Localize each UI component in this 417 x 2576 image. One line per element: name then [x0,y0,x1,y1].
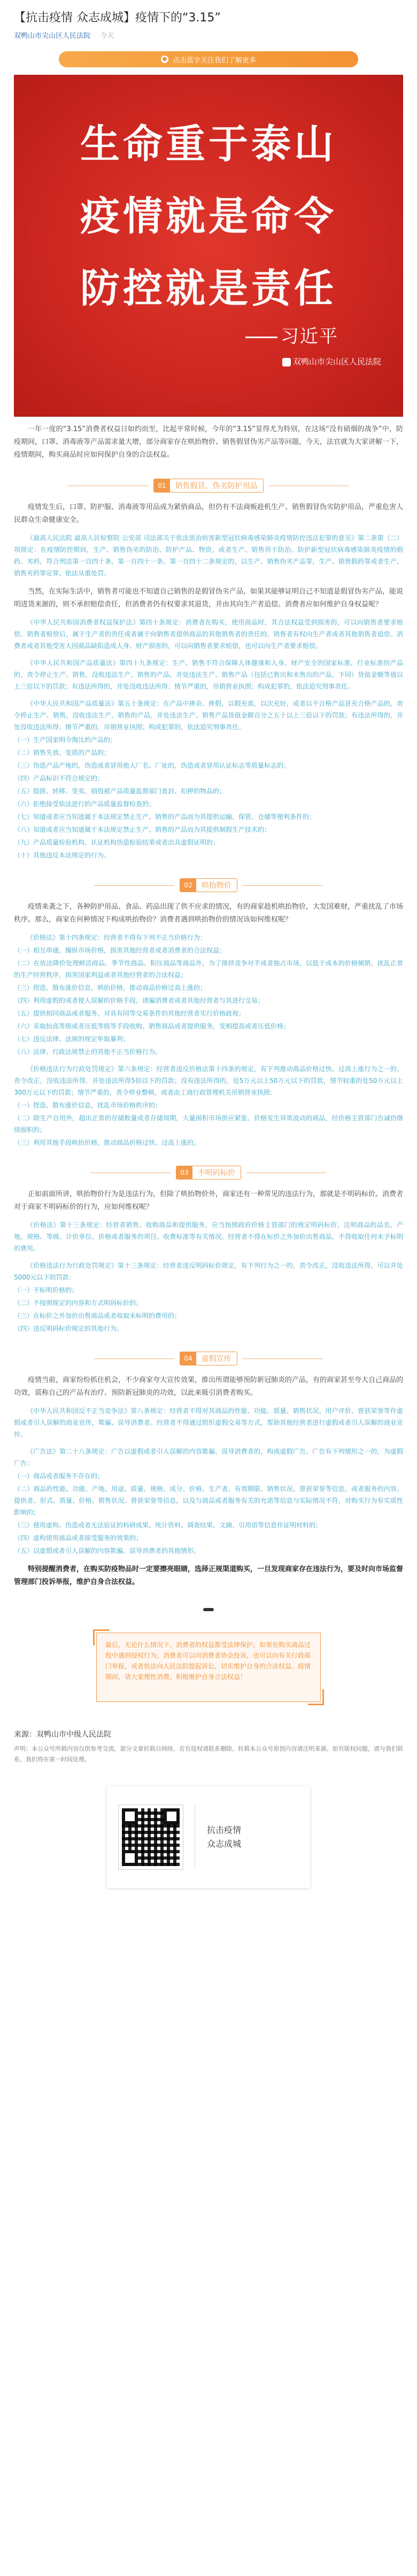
qr-label-1: 抗击疫情 [207,1825,242,1835]
section-label: 哄抬物价 [201,881,231,890]
law-item: （三）伪造产品产地的，伪造或者冒用他人厂名、厂址的，伪造或者冒用认证标志等质量标志的； [14,762,290,769]
end-divider [203,1608,214,1611]
hero-line-3: 防控就是责任 [80,266,337,311]
law-item: （四）虚构使用商品或者接受服务的效果的； [14,1534,143,1542]
section-badge [176,1166,241,1180]
law-quote: 《中华人民共和国反不正当竞争法》第八条规定：经营者不得对其商品的性能、功能、质量、销售状况、用户评价、曾获荣誉等作虚假或者引人误解的商业宣传，欺骗、误导消费者。经营者不得通过组织虚假交易等方式，帮助其他经营者进行虚假或者引人误解的商业宣传。 [14,1407,403,1438]
body-paragraph: 疫情当前，商家纷纷抓住机会，不少商家夸大宣传效果，推出所谓能够预防新冠肺炎的产品，有的商家甚至夸大自己商品的功效，谎称自己的产品有治疗、预防新冠肺炎的功效，以此来吸引消费者购买。 [14,1376,404,1397]
tip-text: 最后，无论什么情况下，消费者的权益都受法律保护。如果在购买商品过程中遇到侵权行为，消费者可以向消费者协会投诉，也可以向有关行政部门举报，或者依法向人民法院提起诉讼，切实维护自身的合法权益。疫情期间，请大家理性消费，积极维护自身合法权益！ [96,1633,321,1702]
section-badge [153,479,263,493]
intro-paragraph: 一年一度的“3.15”消费者权益日如约而至，比起平常时候，今年的“3.15”显得尤为特别，在这场“没有硝烟的战争”中，防疫期间，口罩、消毒液等产品需求量大增，部分商家存在哄抬物价、销售假冒伪劣产品等问题，今天，法官就为大家讲解一下，疫情期间，购买商品时应如何保护自身的合法权益。 [14,425,404,459]
account-link[interactable]: 双鸭山市尖山区人民法院 [14,32,91,40]
law-item: （一）捏造、散布涨价信息，扰乱市场价格秩序的； [14,1102,162,1109]
law-item: （五）提供相同商品或者服务，对具有同等交易条件的其他经营者实行价格歧视； [14,1010,245,1017]
hero-watermark: 双鸭山市尖山区人民法院 [282,356,381,367]
sections-container [14,477,403,1589]
law-item: （五）以虚假或者引人误解的内容欺骗、误导消费者的其他情形。 [14,1547,200,1555]
law-item: （二）除生产自用外，超出正常的存储数量或者存储周期，大量囤积市场供应紧张、价格发生异常波动的商品，经价格主管部门告诫仍继续囤积的； [14,1114,403,1134]
law-item: （八）法律、行政法规禁止的其他不正当价格行为。 [14,1048,162,1056]
wechat-logo-icon [282,358,291,366]
body-paragraph: 疫情来袭之下，各种防护用品、食品、药品出现了供不应求的情况，有的商家趁机哄抬物价，大发国难财，严重扰乱了市场秩序。那么，商家在何种情况下构成哄抬物价？消费者遇到哄抬物价的情况该如何维权呢？ [14,903,404,924]
heading-rule [243,885,323,886]
body-paragraph: 疫情发生后，口罩、防护服、消毒液等用品成为紧俏商品，但仍有不法商贩趁机生产、销售假冒伪劣防护用品，严重危害人民群众生命健康安全。 [14,503,404,524]
article-meta [14,30,403,42]
law-item: （六）采取抬高等级或者压低等级等手段收购、销售商品或者提供服务，变相提高或者压低价格； [14,1022,290,1030]
law-item: （一）商品或者服务不存在的； [14,1472,104,1480]
law-item: （四）利用虚假的或者使人误解的价格手段，诱骗消费者或者其他经营者与其进行交易； [14,997,265,1004]
publish-date: 今天 [100,32,114,40]
law-quote: 《中华人民共和国消费者权益保护法》第四十条规定：消费者在购买、使用商品时，其合法权益受到损害的，可以向销售者要求赔偿。销售者赔偿后，属于生产者的责任或者属于向销售者提供商品的其他销售者的责任的，销售者有权向生产者或者其他销售者追偿。消费者或者其他受害人因商品缺陷造成人身、财产损害的，可以向销售者要求赔偿，也可以向生产者要求赔偿。 [14,619,403,650]
section-heading [14,477,403,495]
law-quote: 《价格违法行为行政处罚规定》第十三条规定：经营者违反明码标价规定，有下列行为之一的，责令改正，没收违法所得，可以并处5000元以下的罚款： [14,1262,403,1281]
law-quote: 《价格法》第十四条规定：经营者不得有下列不正当价格行为： [27,934,207,941]
hero-line-1: 生命重于泰山 [80,121,337,167]
law-item: （二）销售失效、变质的产品的； [14,749,111,756]
law-item: （二）不按照规定的内容和方式明码标价的； [14,1299,143,1307]
law-quote: 《中华人民共和国产品质量法》第四十九条规定：生产、销售不符合保障人体健康和人身、财产安全的国家标准、行业标准的产品的，责令停止生产、销售，没收违法生产、销售的产品，并处违法生产、销售产品（包括已售出和未售出的产品，下同）货值金额等值以上三倍以下的罚款；有违法所得的，并处没收违法所得；情节严重的，吊销营业执照；构成犯罪的，依法追究刑事责任。 [14,659,403,690]
follow-banner[interactable] [59,51,358,67]
law-item: （三）使用虚构、伪造或者无法验证的科研成果、统计资料、调查结果、文摘、引用语等信息作证明材料的； [14,1521,322,1529]
law-item: （八）知道或者应当知道属于本法规定禁止生产、销售的产品而为其提供制假生产技术的； [14,826,271,833]
law-item: （三）在标价之外加价出售商品或者收取未标明的费用的； [14,1312,181,1320]
law-item: （一）不标明价格的； [14,1286,79,1294]
section-label: 不明码标价 [197,1169,235,1177]
law-quote: 《广告法》第二十八条规定：广告以虚假或者引人误解的内容欺骗、误导消费者的，构成虚假广告。广告有下列情形之一的，为虚假广告： [14,1448,403,1467]
section-heading [14,876,403,894]
law-item: （一）相互串通，操纵市场价格，损害其他经营者或者消费者的合法权益； [14,947,226,954]
law-quote: 《价格法》第十三条规定：经营者销售、收购商品和提供服务，应当按照政府价格主管部门的规定明码标价，注明商品的品名、产地、规格、等级、计价单位、价格或者服务的项目、收费标准等有关情况。经营者不得在标价之外加价出售商品，不得收取任何未予标明的费用。 [14,1221,403,1252]
disclaimer: 声明：本公众号所载内容仅供参考交流，部分文章转载自网络，若有侵权请联系删除。转载本公众号原创内容请注明来源。如有版权问题，请与我们联系，我们将在第一时间处理。 [14,1745,403,1763]
law-item: （四）违反明码标价规定的其他行为。 [14,1325,123,1332]
law-quote: 《最高人民法院 最高人民检察院 公安部 司法部关于依法惩治妨害新型冠状病毒感染肺炎疫情防控违法犯罪的意见》第二条第（二）项规定：在疫情防控期间，生产、销售伪劣的防治、防护产品、物资，或者生产、销售用于防治、防护新型冠状病毒感染肺炎疫情的假药、劣药，符合刑法第一百四十条、第一百四十一条、第一百四十二条规定的，以生产、销售伪劣产品罪，生产、销售假药罪或者生产、销售劣药罪定罪，依法从重处罚。 [14,534,403,577]
section-heading [14,1164,403,1182]
follow-label: 点击蓝字关注我们了解更多 [172,56,256,65]
law-item: （七）知道或者应当知道属于本法规定禁止生产、销售的产品而为其提供运输、保管、仓储等便利条件的； [14,813,316,821]
law-item: （五）隐匿、转移、变卖、损毁被产品质量监督部门查封、扣押的物品的； [14,787,226,795]
section-label: 销售假冒、伪劣防护用品 [175,482,258,490]
law-item: （一）生产国家明令淘汰的产品的； [14,736,117,744]
hero-line-2: 疫情就是命令 [80,193,337,239]
law-item: （七）违反法律、法规的规定牟取暴利； [14,1035,130,1043]
heading-rule [94,885,174,886]
law-item: （四）产品标识不符合规定的； [14,775,104,782]
law-item: （二）商品的性能、功能、产地、用途、质量、规格、成分、价格、生产者、有效期限、销售状况、曾获荣誉等信息，或者服务的内容、提供者、形式、质量、价格、销售状况、曾获荣誉等信息，以及与商品或者服务有关的允诺等信息与实际情况不符，对购买行为有实质性影响的； [14,1485,403,1516]
law-item: （二）在依法降价处理鲜活商品、季节性商品、积压商品等商品外，为了排挤竞争对手或者独占市场，以低于成本的价格倾销，扰乱正常的生产经营秩序，损害国家利益或者其他经营者的合法权益； [14,959,403,979]
law-item: （十）其他违反本法规定的行为。 [14,852,111,859]
qr-card [107,1786,310,1888]
section-number: 04 [180,1352,196,1365]
reminder-paragraph: 特别提醒消费者，在购买防疫物品时一定要擦亮眼睛，选择正规渠道购买，一旦发现商家存在违法行为，要及时向市场监督管理部门投诉举报，维护自身合法权益。 [14,1565,404,1586]
law-item: （六）拒绝接受依法进行的产品质量监督检查的； [14,800,156,808]
law-item: （三）捏造、散布涨价信息，哄抬价格，推动商品价格过高上涨的； [14,984,207,992]
corner-decoration-icon [93,1629,109,1645]
section-badge [180,878,237,892]
source-line: 来源：双鸭山市中级人民法院 [14,1730,111,1739]
law-item: （三）利用其他手段哄抬价格，推动商品价格过快、过高上涨的。 [14,1139,200,1146]
section-number: 01 [154,479,169,493]
section-label: 虚假宣传 [201,1355,231,1363]
body-paragraph: 当然，在实际生活中，销售者可能也不知道自己销售的是假冒伪劣产品，如果其能够证明自己不知道是假冒伪劣产品，能说明进货来源的，则不承担赔偿责任，但消费者仍有权要求其退货，并由其向生产者追偿。消费者应如何维护自身权益呢？ [14,588,404,608]
law-item: （九）产品质量检验机构、认证机构伪造检验结果或者出具虚假证明的； [14,839,220,846]
section-number: 02 [180,878,196,892]
qr-label-2: 众志成城 [207,1839,242,1849]
article-title: 【抗击疫情 众志成城】疫情下的“3.15” [14,11,221,25]
hero-signature: 习近平 [245,322,338,348]
tip-box [96,1633,321,1707]
section-badge [180,1352,237,1365]
body-paragraph: 正如前面所讲，哄抬物价行为是违法行为，但除了哄抬物价外，商家还有一种常见的违法行为，那就是不明码标价。消费者对于商家不明码标价的行为，应如何维权呢？ [14,1190,404,1211]
qr-code-icon[interactable] [119,1805,183,1869]
section-number: 03 [176,1166,192,1180]
corner-decoration-icon [308,1689,324,1705]
law-quote: 《价格违法行为行政处罚规定》第六条规定：经营者违反价格法第十四条的规定，有下列推动商品价格过快、过高上涨行为之一的，责令改正，没收违法所得，并处违法所得5倍以下的罚款；没有违法所得的，处5万元以上50万元以下的罚款，情节较重的处50万元以上300万元以下的罚款；情节严重的，责令停业整顿，或者由工商行政管理机关吊销营业执照： [14,1065,403,1096]
section-heading [14,1349,403,1368]
hero-poster [14,75,403,417]
pin-icon: ● [161,56,168,63]
law-quote: 《中华人民共和国产品质量法》第五十条规定：在产品中掺杂、掺假，以假充真，以次充好，或者以不合格产品冒充合格产品的，责令停止生产、销售，没收违法生产、销售的产品，并处违法生产、销售产品货值金额百分之五十以上三倍以下的罚款；有违法所得的，并处没收违法所得；情节严重的，吊销营业执照；构成犯罪的，依法追究刑事责任。 [14,700,403,731]
